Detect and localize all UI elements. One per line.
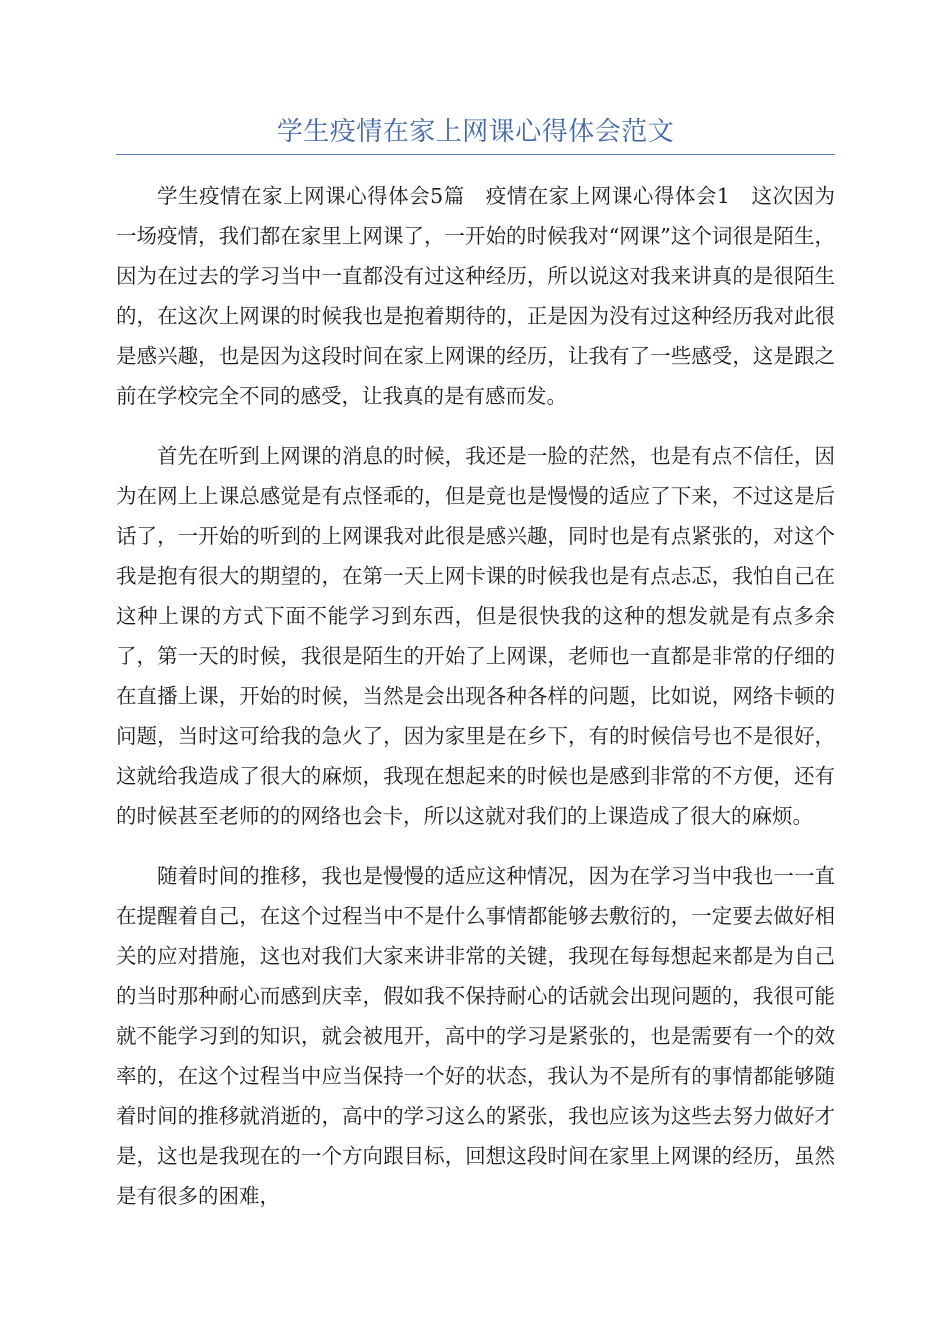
paragraph-1: 学生疫情在家上网课心得体会5篇 疫情在家上网课心得体会1 这次因为一场疫情，我们都在家里上网课了，一开始的时候我对“网课”这个词很是陌生，因为在过去的学习当中一直都没有过这种经历，所以说这对我来讲真的是很陌生的，在这次上网课的时候我也是抱着期待的，正是因为没有过这种经历我对此很是感兴趣，也是因为这段时间在家上网课的经历，让我有了一些感受，这是跟之前在学校完全不同的感受，让我真的是有感而发。 (116, 184, 835, 408)
document-body (116, 176, 835, 1216)
title-underline (116, 154, 835, 155)
paragraph-2: 首先在听到上网课的消息的时候，我还是一脸的茫然，也是有点不信任，因为在网上上课总感觉是有点怪乖的，但是竟也是慢慢的适应了下来，不过这是后话了，一开始的听到的上网课我对此很是感兴趣，同时也是有点紧张的，对这个我是抱有很大的期望的，在第一天上网卡课的时候我也是有点忐忑，我怕自己在这种上课的方式下面不能学习到东西，但是很快我的这种的想发就是有点多余了，第一天的时候，我很是陌生的开始了上网课，老师也一直都是非常的仔细的在直播上课，开始的时候，当然是会出现各种各样的问题，比如说，网络卡顿的问题，当时这可给我的急火了，因为家里是在乡下，有的时候信号也不是很好，这就给我造成了很大的麻烦，我现在想起来的时候也是感到非常的不方便，还有的时候甚至老师的的网络也会卡，所以这就对我们的上课造成了很大的麻烦。 (116, 444, 835, 828)
document-title: 学生疫情在家上网课心得体会范文 (276, 117, 675, 147)
paragraph-3: 随着时间的推移，我也是慢慢的适应这种情况，因为在学习当中我也一一直在提醒着自己，在这个过程当中不是什么事情都能够去敷衍的，一定要去做好相关的应对措施，这也对我们大家来讲非常的关键，我现在每每想起来都是为自己的当时那种耐心而感到庆幸，假如我不保持耐心的话就会出现问题的，我很可能就不能学习到的知识，就会被甩开，高中的学习是紧张的，也是需要有一个的效率的，在这个过程当中应当保持一个好的状态，我认为不是所有的事情都能够随着时间的推移就消逝的，高中的学习这么的紧张，我也应该为这些去努力做好才是，这也是我现在的一个方向跟目标，回想这段时间在家里上网课的经历，虽然是有很多的困难， (116, 864, 835, 1208)
